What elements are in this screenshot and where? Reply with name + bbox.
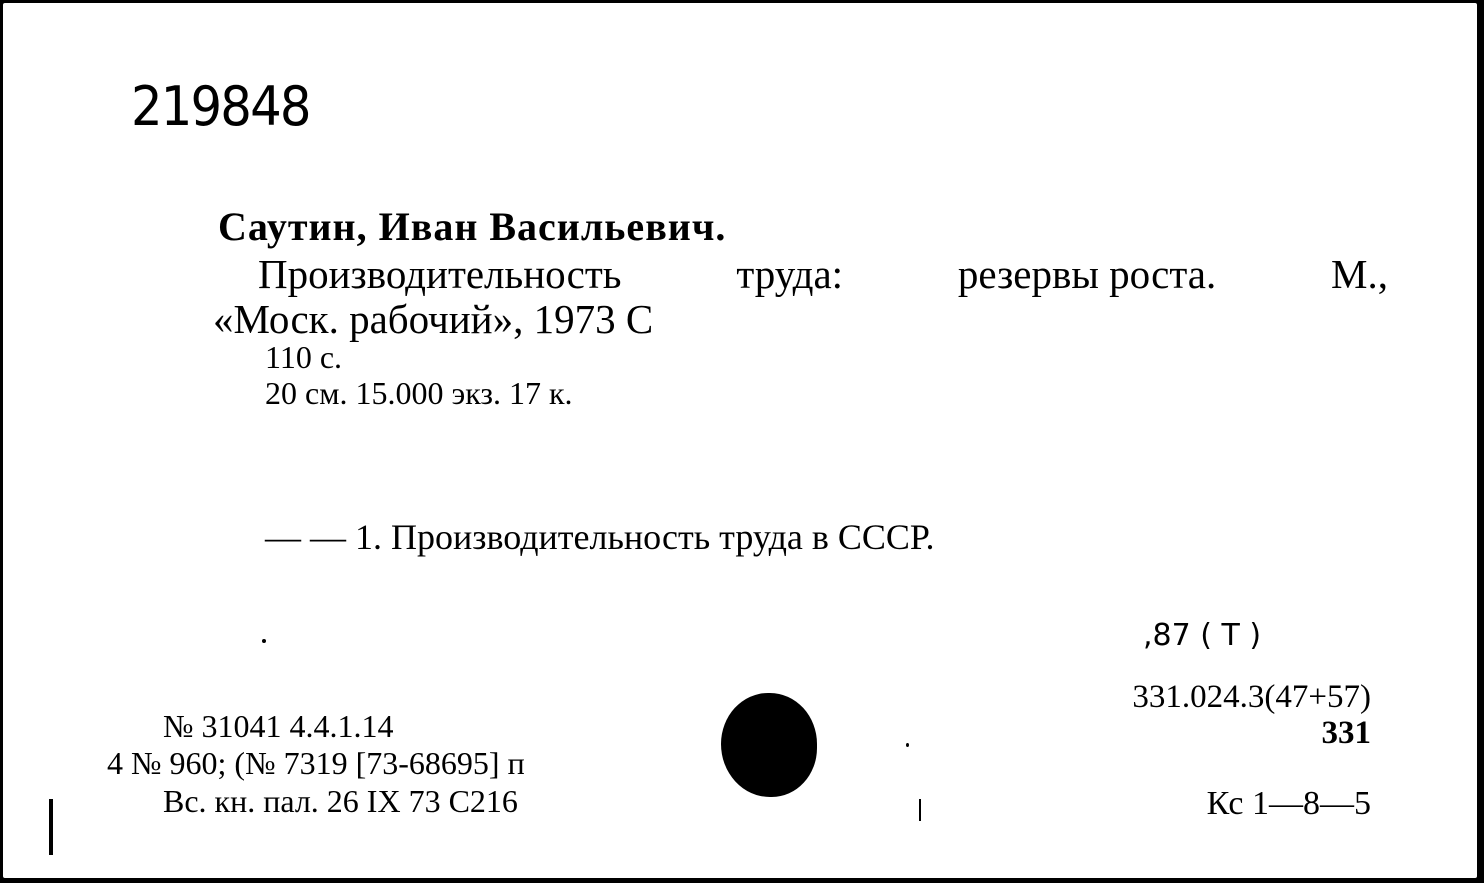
margin-tick [919, 799, 921, 821]
punch-hole [721, 693, 817, 797]
accession-line-3: Вс. кн. пал. 26 IX 73 С216 [163, 783, 518, 819]
subject-heading: — — 1. Производительность труда в СССР. [265, 517, 935, 557]
title-word-4: М., [1331, 251, 1388, 297]
speck [262, 639, 266, 643]
margin-mark [49, 799, 53, 855]
handwritten-class-mark: ,87 ( Т ) [1143, 618, 1262, 653]
classification-code: 331.024.3(47+57) [1132, 679, 1371, 715]
accession-line-2: 4 № 960; (№ 7319 [73-68695] п [107, 745, 525, 781]
title-line-1 [258, 250, 1388, 298]
title-line-2: «Моск. рабочий», 1973 С [213, 296, 654, 342]
accession-line-1: № 31041 4.4.1.14 [163, 708, 394, 744]
classification-sub: 331 [1321, 715, 1371, 751]
size-and-edition: 20 см. 15.000 экз. 17 к. [265, 375, 573, 411]
speck [906, 743, 909, 747]
title-word-1: Производительность [258, 251, 622, 297]
catalog-card [3, 3, 1477, 878]
title-word-2: труда: [736, 251, 844, 297]
page-count: 110 с. [265, 339, 343, 375]
author-heading: Саутин, Иван Васильевич. [218, 204, 727, 249]
title-word-3: резервы роста. [957, 251, 1217, 297]
catalog-ks-code: Кс 1—8—5 [1206, 785, 1371, 822]
handwritten-number: 219848 [131, 75, 310, 138]
